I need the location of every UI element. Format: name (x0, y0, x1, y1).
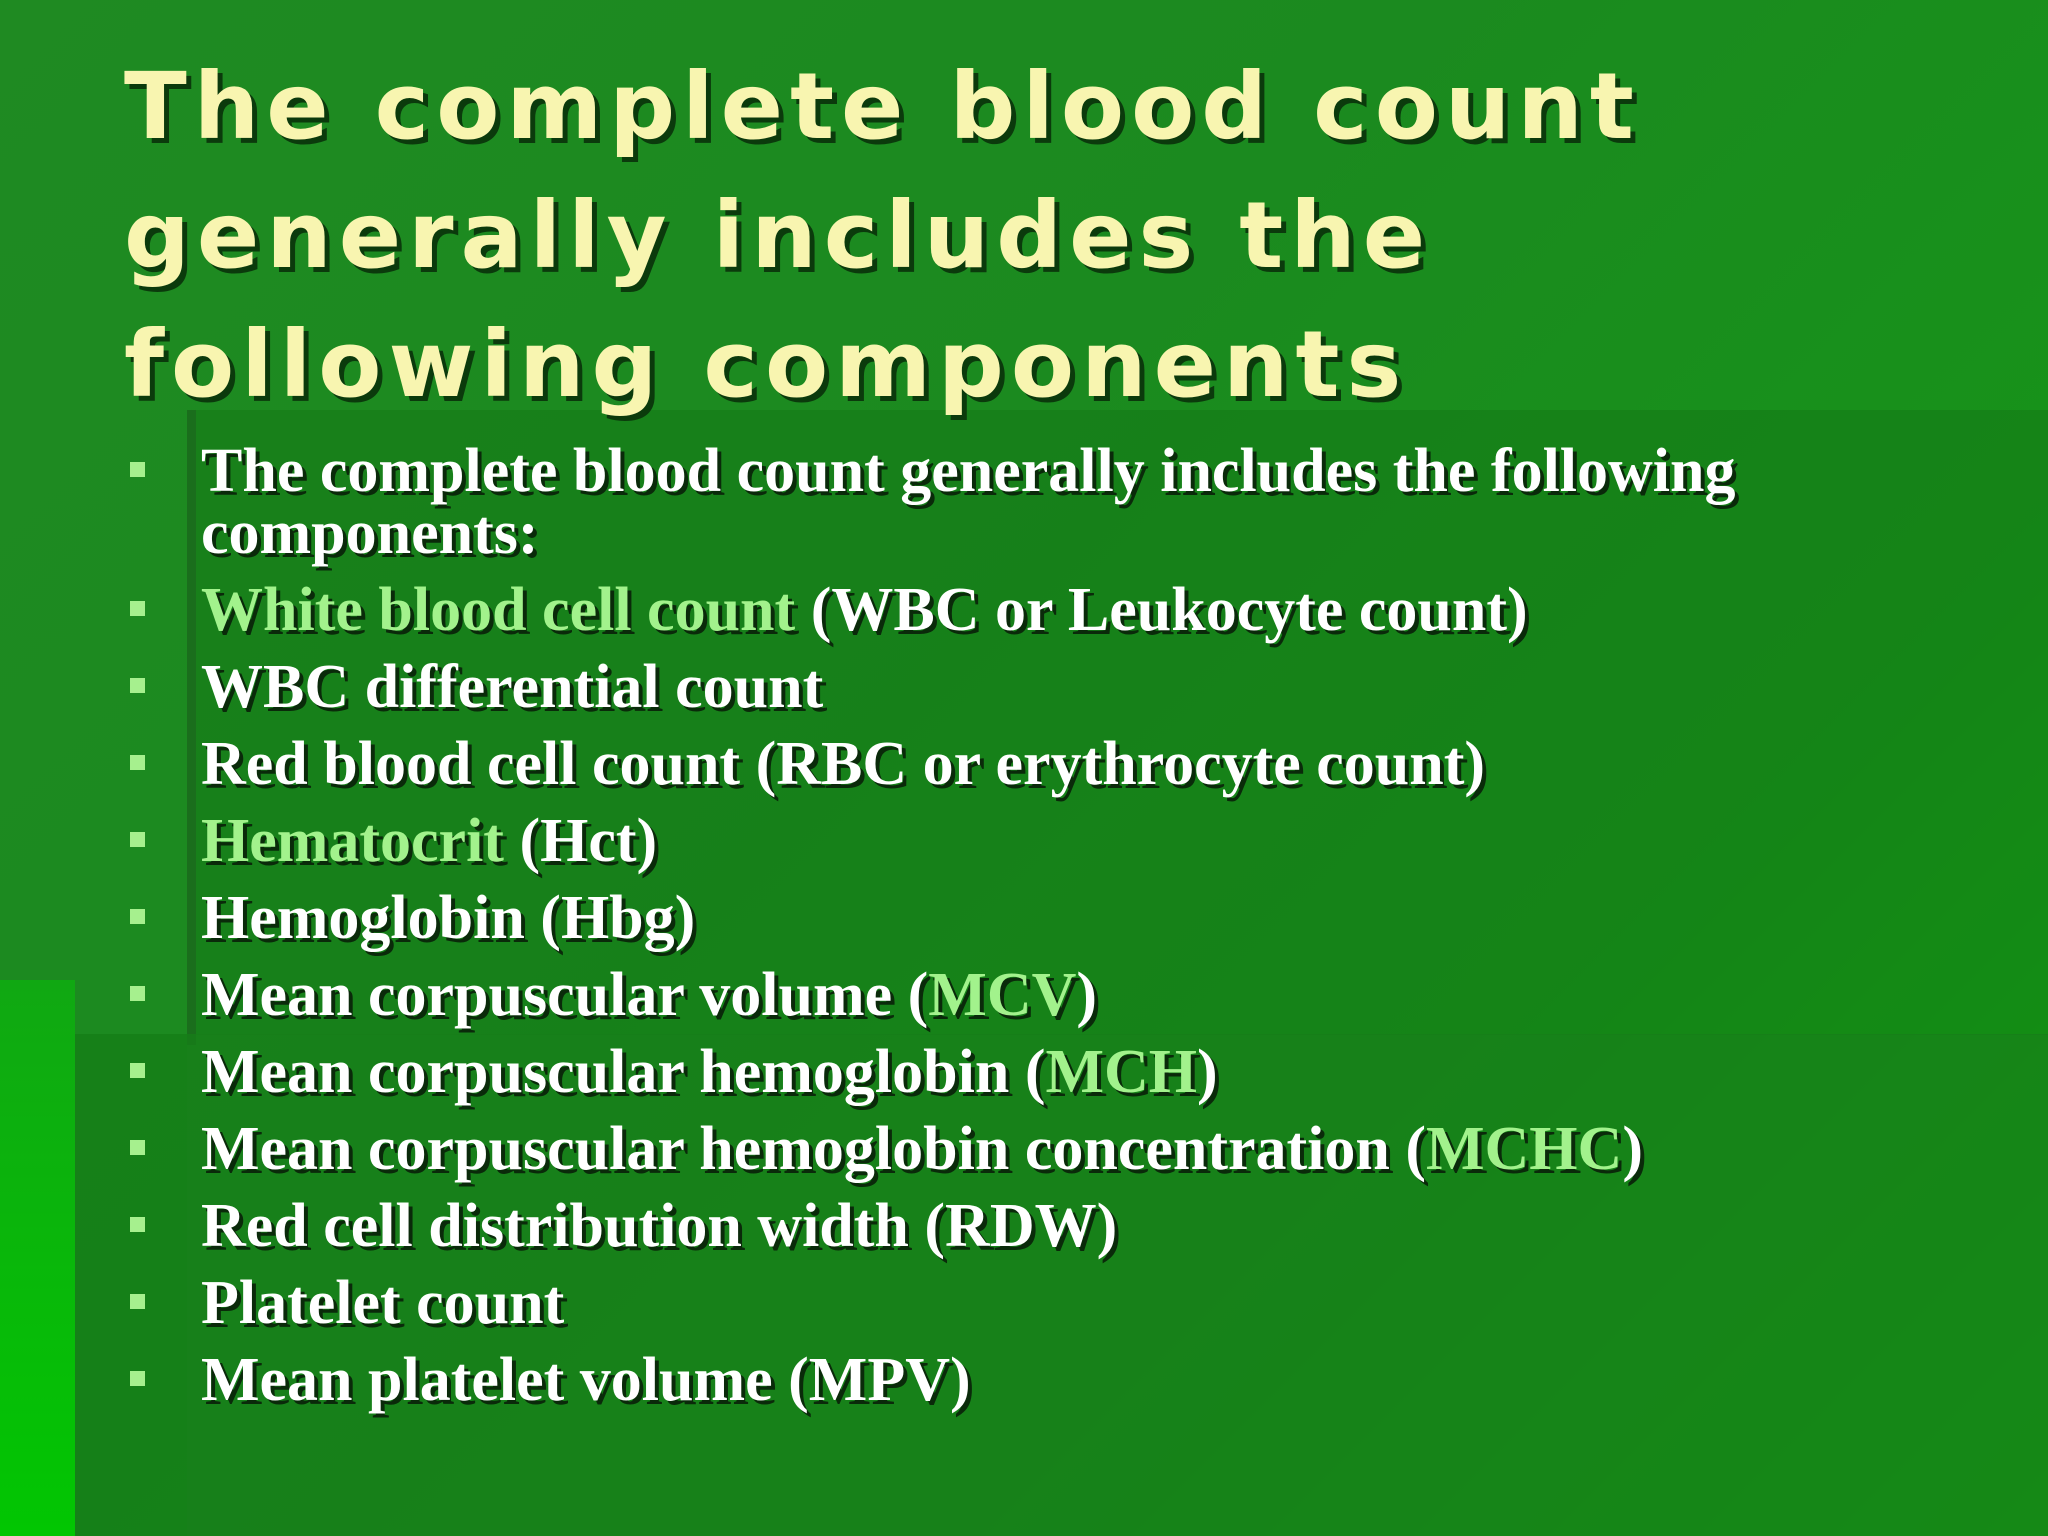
list-item-mpv (124, 1346, 2004, 1414)
bullet-text: Hemoglobin (Hbg) (201, 884, 696, 952)
background-left-glow (0, 980, 75, 1536)
bullet-text: Mean corpuscular hemoglobin ( (201, 1038, 1046, 1106)
list-item-intro (124, 437, 2004, 567)
square-bullet-icon (130, 909, 145, 924)
bullet-list (124, 437, 2004, 1426)
square-bullet-icon (130, 1371, 145, 1386)
list-item-rbc-count (124, 730, 2004, 798)
bullet-text: (Hct) (503, 807, 658, 875)
bullet-text: Mean corpuscular hemoglobin concentration ( (201, 1115, 1427, 1183)
bullet-text-end: ) (1622, 1115, 1643, 1183)
slide-title: The complete blood count generally includes the following components (124, 53, 1641, 418)
list-item-rdw (124, 1192, 2004, 1260)
square-bullet-icon (130, 601, 145, 616)
bullet-text: Mean platelet volume (MPV) (201, 1346, 971, 1414)
bullet-text: Platelet count (201, 1269, 565, 1337)
bullet-text-end: ) (1076, 961, 1098, 1029)
square-bullet-icon (130, 1294, 145, 1309)
square-bullet-icon (130, 832, 145, 847)
square-bullet-icon (130, 986, 145, 1001)
bullet-text: WBC differential count (201, 653, 824, 721)
bullet-highlight: Hematocrit (201, 807, 504, 875)
list-item-platelet-count (124, 1269, 2004, 1337)
bullet-text: Mean corpuscular volume ( (201, 961, 929, 1029)
bullet-text-end: ) (1197, 1038, 1218, 1106)
square-bullet-icon (130, 678, 145, 693)
list-item-hemoglobin (124, 884, 2004, 952)
list-item-wbc-differential (124, 653, 2004, 721)
bullet-text: The complete blood count generally includes the following components: (201, 437, 1736, 567)
bullet-text: Red blood cell count (RBC or erythrocyte count) (201, 730, 1486, 798)
list-item-mch (124, 1038, 2004, 1106)
bullet-highlight: White blood cell count (201, 576, 796, 644)
list-item-mchc (124, 1115, 2004, 1183)
square-bullet-icon (130, 1063, 145, 1078)
list-item-hematocrit (124, 807, 2004, 875)
bullet-highlight: MCH (1045, 1038, 1198, 1106)
bullet-highlight: MCV (928, 961, 1077, 1029)
square-bullet-icon (130, 462, 145, 477)
list-item-wbc-count (124, 576, 2004, 644)
bullet-highlight: MCHC (1426, 1115, 1623, 1183)
list-item-mcv (124, 961, 2004, 1029)
bullet-text: Red cell distribution width (RDW) (201, 1192, 1118, 1260)
square-bullet-icon (130, 1140, 145, 1155)
bullet-text: (WBC or Leukocyte count) (795, 576, 1528, 644)
square-bullet-icon (130, 755, 145, 770)
square-bullet-icon (130, 1217, 145, 1232)
